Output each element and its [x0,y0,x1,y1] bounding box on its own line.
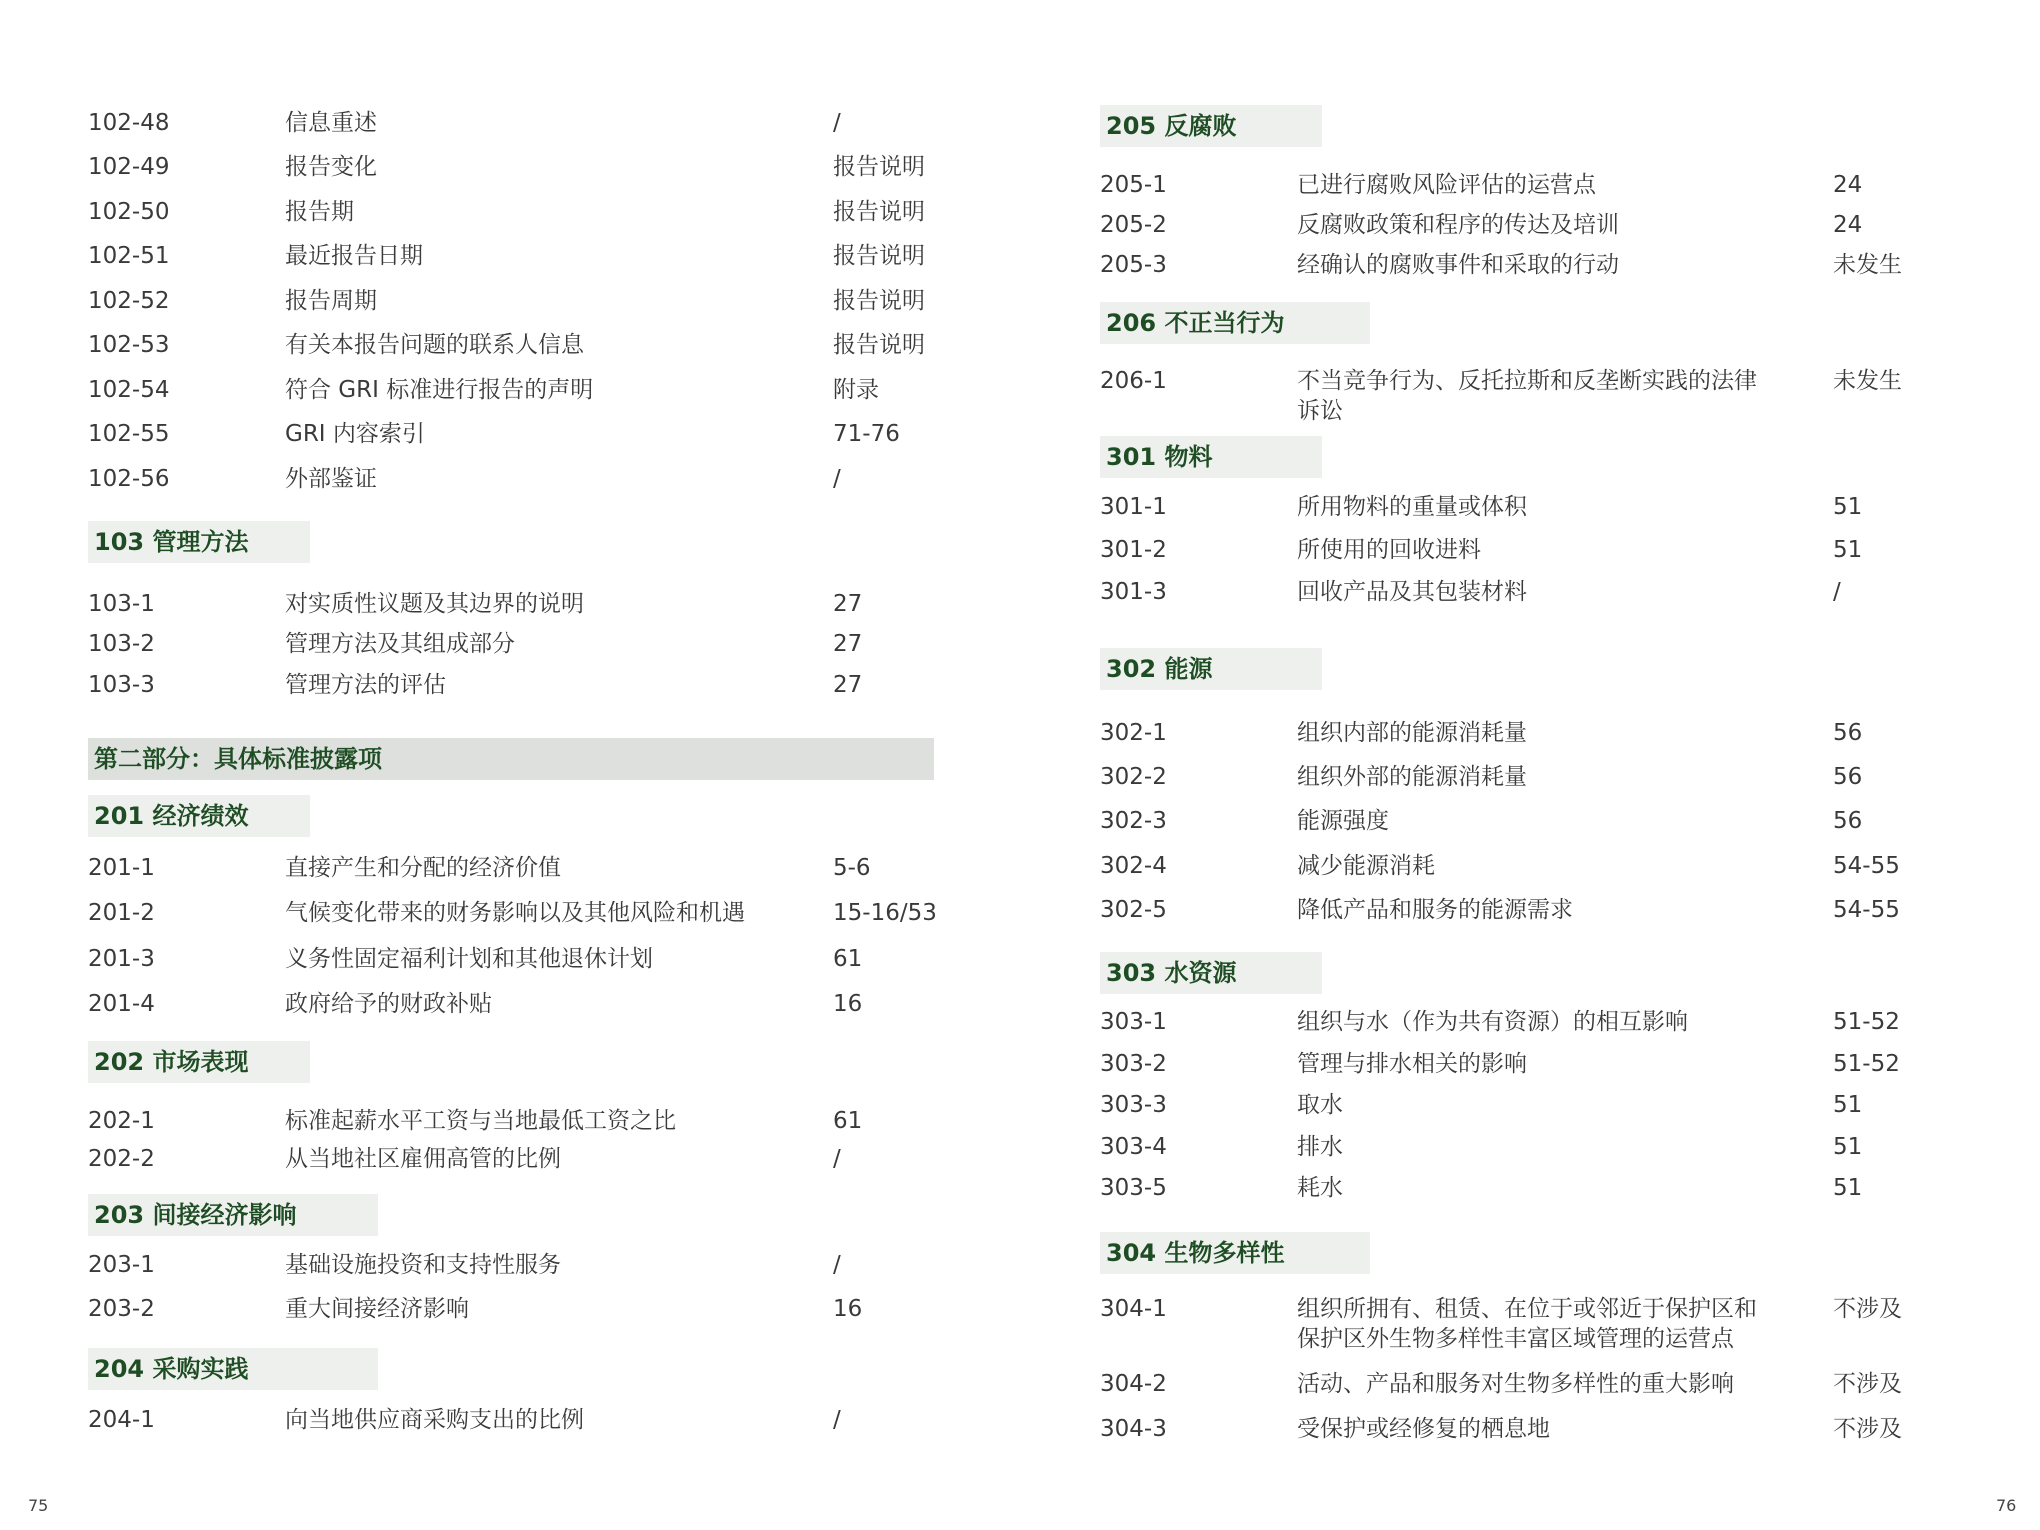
table-row [88,670,948,710]
disclosure-code: 202-2 [88,1146,155,1172]
disclosure-title: 管理与排水相关的影响 [1297,1051,1527,1077]
disclosure-title: 所使用的回收进料 [1297,537,1481,563]
disclosure-title: 组织与水（作为共有资源）的相互影响 [1297,1009,1688,1035]
disclosure-code: 102-50 [88,199,170,225]
page-reference: 不涉及 [1833,1296,1902,1322]
disclosure-title: 回收产品及其包装材料 [1297,579,1527,605]
page-number-right: 76 [1996,1496,2017,1515]
page-reference: 附录 [833,377,879,403]
page-reference: 51 [1833,537,1863,563]
disclosure-code: 102-53 [88,332,170,358]
disclosure-code: 203-2 [88,1296,155,1322]
page-reference: 27 [833,672,863,698]
page-reference: 56 [1833,808,1863,834]
section-heading-204: 204 采购实践 [88,1348,378,1390]
disclosure-title: 取水 [1297,1092,1343,1118]
disclosure-title: 报告周期 [285,288,377,314]
disclosure-code: 205-3 [1100,252,1167,278]
page-reference: 报告说明 [833,199,925,225]
disclosure-title: 管理方法及其组成部分 [285,631,515,657]
page-reference: 15-16/53 [833,900,937,926]
disclosure-code: 201-2 [88,900,155,926]
page-reference: 24 [1833,172,1863,198]
page-reference: 61 [833,1108,863,1134]
disclosure-code: 102-55 [88,421,170,447]
disclosure-code: 102-48 [88,110,170,136]
disclosure-title: 重大间接经济影响 [285,1296,469,1322]
table-row [1100,1294,2000,1356]
disclosure-title: 最近报告日期 [285,243,423,269]
disclosure-code: 303-1 [1100,1009,1167,1035]
page-reference: 61 [833,946,863,972]
disclosure-code: 203-1 [88,1252,155,1278]
page-reference: 51 [1833,1092,1863,1118]
disclosure-code: 302-2 [1100,764,1167,790]
disclosure-title: 报告期 [285,199,354,225]
table-row [88,989,948,1029]
page-reference: 51-52 [1833,1009,1900,1035]
table-row [1100,762,2000,802]
disclosure-code: 301-1 [1100,494,1167,520]
table-row [88,898,948,938]
disclosure-title: 经确认的腐败事件和采取的行动 [1297,252,1619,278]
disclosure-title: 不当竞争行为、反托拉斯和反垄断实践的法律诉讼 [1297,368,1757,424]
table-row [1100,1414,2000,1454]
section-heading-103: 103 管理方法 [88,521,310,563]
disclosure-title: 所用物料的重量或体积 [1297,494,1527,520]
page-reference: 未发生 [1833,252,1902,278]
disclosure-title: 已进行腐败风险评估的运营点 [1297,172,1596,198]
disclosure-code: 303-2 [1100,1051,1167,1077]
disclosure-code: 304-2 [1100,1371,1167,1397]
disclosure-code: 303-3 [1100,1092,1167,1118]
section-heading-205: 205 反腐败 [1100,105,1322,147]
table-row [1100,895,2000,935]
disclosure-code: 303-5 [1100,1175,1167,1201]
disclosure-title: 气候变化带来的财务影响以及其他风险和机遇 [285,900,745,926]
disclosure-title: 有关本报告问题的联系人信息 [285,332,584,358]
table-row [88,108,948,148]
disclosure-code: 202-1 [88,1108,155,1134]
table-row [1100,1369,2000,1409]
table-row [88,1106,948,1146]
disclosure-title: 排水 [1297,1134,1343,1160]
disclosure-title: 活动、产品和服务对生物多样性的重大影响 [1297,1371,1734,1397]
disclosure-code: 302-4 [1100,853,1167,879]
section-heading-302: 302 能源 [1100,648,1322,690]
table-row [88,286,948,326]
page-reference: 54-55 [1833,897,1900,923]
page-reference: 报告说明 [833,288,925,314]
disclosure-code: 102-54 [88,377,170,403]
page-reference: 报告说明 [833,332,925,358]
table-row [1100,1049,2000,1089]
disclosure-code: 102-51 [88,243,170,269]
page-reference: 56 [1833,720,1863,746]
section-heading-303: 303 水资源 [1100,952,1322,994]
disclosure-code: 301-2 [1100,537,1167,563]
table-row [88,197,948,237]
disclosure-title: 直接产生和分配的经济价值 [285,855,561,881]
disclosure-title: 基础设施投资和支持性服务 [285,1252,561,1278]
table-row [88,1294,948,1334]
table-row [88,1144,948,1184]
disclosure-code: 205-2 [1100,212,1167,238]
table-row [1100,170,2000,210]
table-row [88,464,948,504]
disclosure-code: 301-3 [1100,579,1167,605]
disclosure-code: 302-5 [1100,897,1167,923]
table-row [1100,1007,2000,1047]
page-reference: / [833,1252,841,1278]
page-reference: 51 [1833,1175,1863,1201]
disclosure-code: 304-3 [1100,1416,1167,1442]
page-reference: 51 [1833,1134,1863,1160]
section-heading-203: 203 间接经济影响 [88,1194,378,1236]
table-row [88,629,948,669]
disclosure-code: 205-1 [1100,172,1167,198]
table-row [1100,210,2000,250]
disclosure-code: 102-49 [88,154,170,180]
table-row [1100,250,2000,290]
disclosure-title: 受保护或经修复的栖息地 [1297,1416,1550,1442]
page-reference: / [833,1146,841,1172]
part-two-heading: 第二部分：具体标准披露项 [88,738,934,780]
disclosure-code: 103-3 [88,672,155,698]
table-row [1100,1132,2000,1172]
table-row [88,589,948,629]
page-reference: 5-6 [833,855,871,881]
table-row [1100,718,2000,758]
table-row [88,419,948,459]
section-heading-304: 304 生物多样性 [1100,1232,1370,1274]
page-number-left: 75 [28,1496,49,1515]
disclosure-title: 信息重述 [285,110,377,136]
page-reference: 报告说明 [833,243,925,269]
disclosure-title: 对实质性议题及其边界的说明 [285,591,584,617]
table-row [88,152,948,192]
section-heading-202: 202 市场表现 [88,1041,310,1083]
page-reference: 51 [1833,494,1863,520]
table-row [88,375,948,415]
page-reference: 54-55 [1833,853,1900,879]
disclosure-title: 符合 GRI 标准进行报告的声明 [285,377,594,403]
disclosure-code: 201-1 [88,855,155,881]
table-row [1100,851,2000,891]
table-row [1100,806,2000,846]
page-reference: 56 [1833,764,1863,790]
disclosure-code: 103-1 [88,591,155,617]
table-row [88,241,948,281]
disclosure-code: 303-4 [1100,1134,1167,1160]
disclosure-code: 103-2 [88,631,155,657]
section-heading-301: 301 物料 [1100,436,1322,478]
table-row [1100,492,2000,532]
page-reference: 报告说明 [833,154,925,180]
disclosure-title: 能源强度 [1297,808,1389,834]
disclosure-title: 减少能源消耗 [1297,853,1435,879]
disclosure-code: 204-1 [88,1407,155,1433]
page-reference: 71-76 [833,421,900,447]
disclosure-code: 102-56 [88,466,170,492]
disclosure-code: 201-3 [88,946,155,972]
page-reference: 51-52 [1833,1051,1900,1077]
table-row [88,944,948,984]
disclosure-title: 外部鉴证 [285,466,377,492]
disclosure-title: 政府给予的财政补贴 [285,991,492,1017]
page-reference: / [1833,579,1841,605]
table-row [1100,577,2000,617]
table-row [1100,366,2000,426]
page-reference: / [833,466,841,492]
table-row [88,1250,948,1290]
page-reference: 27 [833,631,863,657]
disclosure-title: 组织所拥有、租赁、在位于或邻近于保护区和保护区外生物多样性丰富区域管理的运营点 [1297,1296,1757,1352]
page-reference: 16 [833,991,863,1017]
disclosure-code: 102-52 [88,288,170,314]
page-reference: 27 [833,591,863,617]
page-reference: 不涉及 [1833,1371,1902,1397]
disclosure-title: 向当地供应商采购支出的比例 [285,1407,584,1433]
page-reference: 未发生 [1833,368,1902,394]
disclosure-title: 降低产品和服务的能源需求 [1297,897,1573,923]
disclosure-title: 反腐败政策和程序的传达及培训 [1297,212,1619,238]
table-row [1100,1173,2000,1213]
table-row [88,1405,948,1445]
page-reference: / [833,110,841,136]
disclosure-title: 组织内部的能源消耗量 [1297,720,1527,746]
table-row [1100,1090,2000,1130]
disclosure-code: 206-1 [1100,368,1167,394]
disclosure-code: 304-1 [1100,1296,1167,1322]
page-reference: 16 [833,1296,863,1322]
table-row [1100,535,2000,575]
disclosure-title: 从当地社区雇佣高管的比例 [285,1146,561,1172]
page-reference: 不涉及 [1833,1416,1902,1442]
disclosure-title: GRI 内容索引 [285,421,425,447]
disclosure-title: 耗水 [1297,1175,1343,1201]
disclosure-title: 报告变化 [285,154,377,180]
page-reference: 24 [1833,212,1863,238]
section-heading-206: 206 不正当行为 [1100,302,1370,344]
disclosure-title: 管理方法的评估 [285,672,446,698]
page-reference: / [833,1407,841,1433]
disclosure-code: 201-4 [88,991,155,1017]
table-row [88,330,948,370]
section-heading-201: 201 经济绩效 [88,795,310,837]
disclosure-code: 302-1 [1100,720,1167,746]
disclosure-title: 组织外部的能源消耗量 [1297,764,1527,790]
disclosure-title: 标准起薪水平工资与当地最低工资之比 [285,1108,676,1134]
table-row [88,853,948,893]
disclosure-title: 义务性固定福利计划和其他退休计划 [285,946,653,972]
disclosure-code: 302-3 [1100,808,1167,834]
